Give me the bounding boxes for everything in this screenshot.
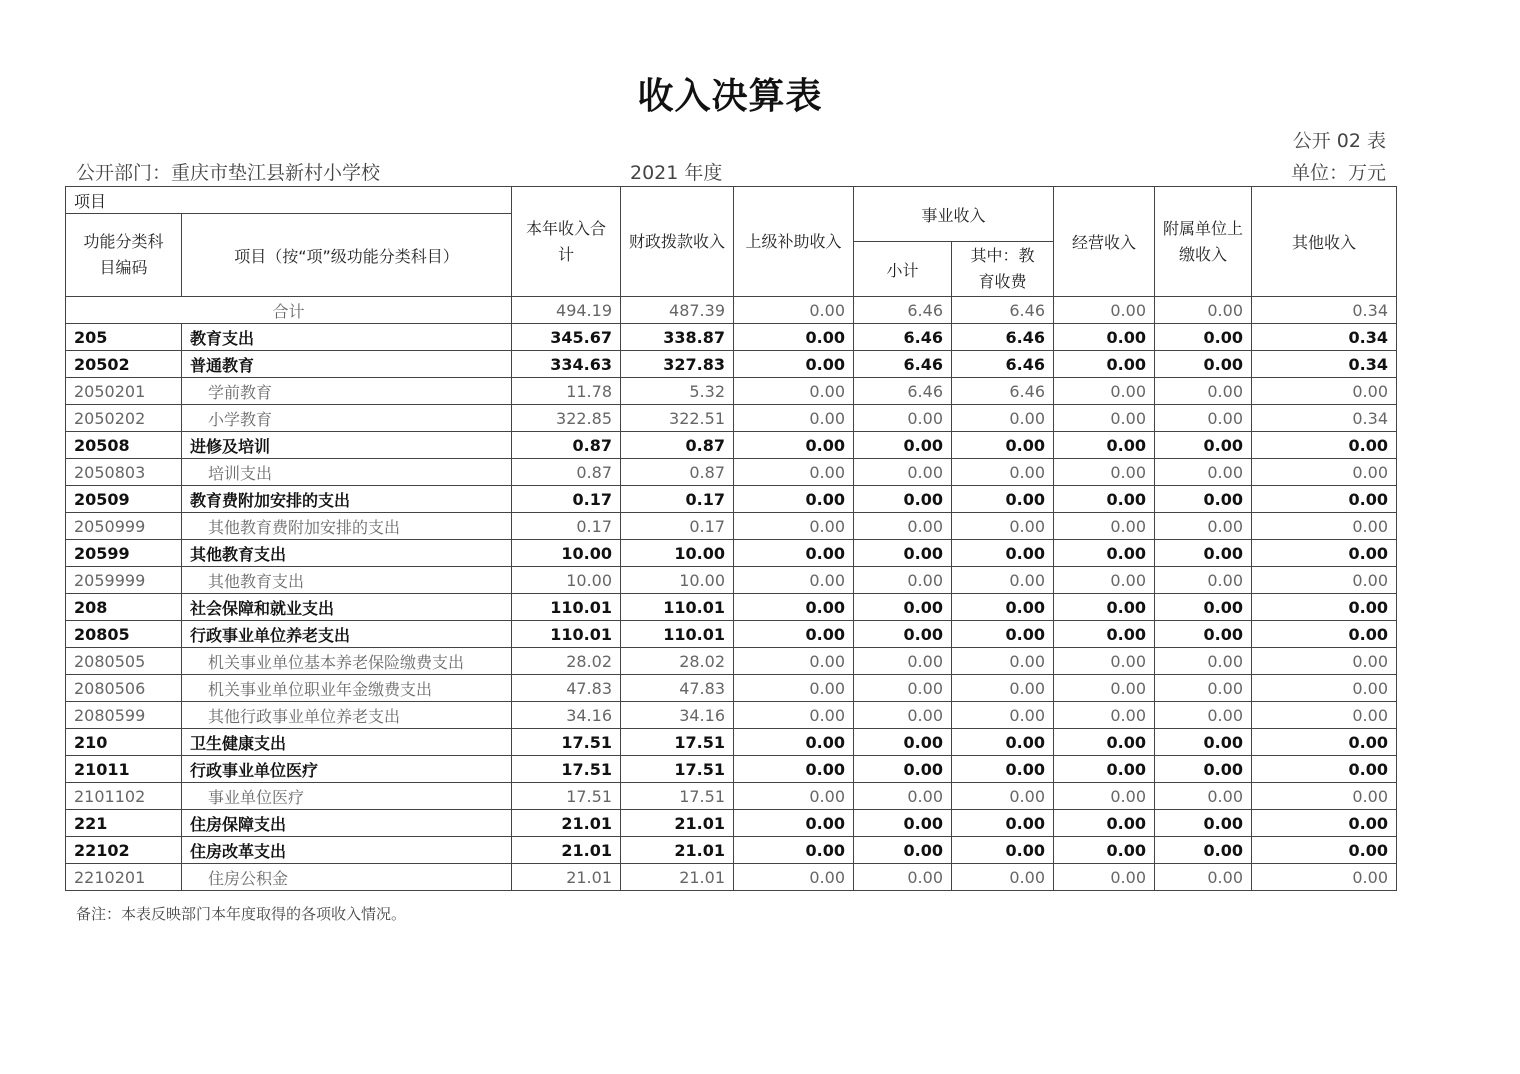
row-code: 221 — [66, 810, 182, 837]
row-value: 17.51 — [512, 783, 621, 810]
row-value: 34.16 — [621, 702, 734, 729]
header-edu-fee: 其中：教育收费 — [952, 242, 1054, 297]
row-value: 0.00 — [734, 810, 854, 837]
row-value: 0.00 — [1252, 567, 1397, 594]
total-value: 0.00 — [1054, 297, 1155, 324]
header-name: 项目（按“项”级功能分类科目） — [182, 214, 512, 297]
row-value: 17.51 — [512, 729, 621, 756]
row-value: 0.00 — [1252, 594, 1397, 621]
row-value: 0.00 — [952, 621, 1054, 648]
row-value: 322.51 — [621, 405, 734, 432]
row-value: 28.02 — [512, 648, 621, 675]
row-code: 2059999 — [66, 567, 182, 594]
table-row — [66, 405, 1397, 432]
row-code: 2101102 — [66, 783, 182, 810]
row-value: 21.01 — [621, 837, 734, 864]
row-value: 0.00 — [734, 729, 854, 756]
row-name: 住房公积金 — [182, 864, 512, 891]
row-value: 0.00 — [734, 513, 854, 540]
header-other: 其他收入 — [1252, 187, 1397, 297]
row-value: 6.46 — [952, 324, 1054, 351]
row-code: 20805 — [66, 621, 182, 648]
row-value: 0.00 — [1252, 432, 1397, 459]
row-value: 0.00 — [734, 405, 854, 432]
row-code: 208 — [66, 594, 182, 621]
row-value: 0.00 — [734, 756, 854, 783]
header-total: 本年收入合计 — [512, 187, 621, 297]
row-value: 0.00 — [1054, 864, 1155, 891]
footnote: 备注：本表反映部门本年度取得的各项收入情况。 — [76, 905, 407, 923]
row-value: 0.00 — [952, 459, 1054, 486]
row-code: 2050803 — [66, 459, 182, 486]
row-value: 0.00 — [854, 621, 952, 648]
row-value: 0.00 — [854, 486, 952, 513]
row-value: 0.00 — [1155, 405, 1252, 432]
row-value: 0.00 — [1155, 729, 1252, 756]
total-value: 6.46 — [952, 297, 1054, 324]
row-value: 110.01 — [512, 594, 621, 621]
row-name: 其他行政事业单位养老支出 — [182, 702, 512, 729]
row-value: 0.00 — [1155, 432, 1252, 459]
table-row — [66, 783, 1397, 810]
table-row — [66, 756, 1397, 783]
row-value: 0.00 — [854, 594, 952, 621]
row-value: 0.00 — [1155, 837, 1252, 864]
table-row — [66, 567, 1397, 594]
row-value: 21.01 — [512, 810, 621, 837]
table-row — [66, 513, 1397, 540]
row-value: 110.01 — [621, 594, 734, 621]
row-value: 0.00 — [952, 729, 1054, 756]
row-code: 22102 — [66, 837, 182, 864]
row-value: 0.00 — [734, 567, 854, 594]
row-value: 345.67 — [512, 324, 621, 351]
row-value: 0.00 — [1155, 783, 1252, 810]
row-name: 事业单位医疗 — [182, 783, 512, 810]
total-value: 0.00 — [1155, 297, 1252, 324]
row-value: 0.00 — [854, 567, 952, 594]
row-value: 0.00 — [1252, 378, 1397, 405]
row-value: 0.00 — [854, 405, 952, 432]
row-value: 0.00 — [1054, 513, 1155, 540]
row-value: 6.46 — [952, 378, 1054, 405]
row-value: 0.00 — [1252, 621, 1397, 648]
row-value: 6.46 — [952, 351, 1054, 378]
row-code: 21011 — [66, 756, 182, 783]
table-row — [66, 486, 1397, 513]
row-value: 0.00 — [952, 594, 1054, 621]
row-value: 0.00 — [1252, 648, 1397, 675]
row-value: 0.00 — [1155, 567, 1252, 594]
row-value: 0.00 — [952, 486, 1054, 513]
row-value: 21.01 — [512, 864, 621, 891]
row-name: 小学教育 — [182, 405, 512, 432]
row-value: 0.00 — [952, 864, 1054, 891]
row-value: 0.00 — [854, 756, 952, 783]
row-name: 其他教育支出 — [182, 540, 512, 567]
row-name: 卫生健康支出 — [182, 729, 512, 756]
row-value: 0.00 — [952, 513, 1054, 540]
row-code: 210 — [66, 729, 182, 756]
row-value: 334.63 — [512, 351, 621, 378]
row-value: 10.00 — [621, 567, 734, 594]
row-name: 机关事业单位基本养老保险缴费支出 — [182, 648, 512, 675]
row-value: 0.00 — [854, 432, 952, 459]
row-value: 0.00 — [854, 810, 952, 837]
row-value: 0.00 — [734, 702, 854, 729]
row-value: 0.00 — [1155, 378, 1252, 405]
row-value: 0.00 — [1155, 459, 1252, 486]
header-operating: 经营收入 — [1054, 187, 1155, 297]
row-value: 0.00 — [734, 432, 854, 459]
row-value: 0.00 — [854, 783, 952, 810]
row-value: 0.00 — [952, 783, 1054, 810]
row-value: 0.00 — [1054, 594, 1155, 621]
row-value: 0.00 — [1252, 513, 1397, 540]
row-value: 34.16 — [512, 702, 621, 729]
row-value: 0.00 — [1252, 810, 1397, 837]
row-value: 0.00 — [734, 540, 854, 567]
row-value: 0.00 — [1252, 459, 1397, 486]
row-value: 0.00 — [1155, 621, 1252, 648]
row-value: 0.00 — [854, 729, 952, 756]
row-name: 普通教育 — [182, 351, 512, 378]
row-value: 0.00 — [1054, 351, 1155, 378]
header-business: 事业收入 — [854, 187, 1054, 242]
header-subtotal: 小计 — [854, 242, 952, 297]
row-value: 0.00 — [952, 837, 1054, 864]
row-value: 0.00 — [952, 810, 1054, 837]
row-code: 20599 — [66, 540, 182, 567]
row-value: 0.34 — [1252, 405, 1397, 432]
row-value: 0.00 — [1155, 486, 1252, 513]
row-value: 327.83 — [621, 351, 734, 378]
row-value: 0.00 — [1252, 702, 1397, 729]
row-value: 0.17 — [512, 513, 621, 540]
row-value: 6.46 — [854, 351, 952, 378]
row-name: 其他教育费附加安排的支出 — [182, 513, 512, 540]
table-row — [66, 540, 1397, 567]
row-value: 17.51 — [621, 783, 734, 810]
row-value: 0.00 — [1155, 324, 1252, 351]
table-row — [66, 432, 1397, 459]
row-value: 0.00 — [1054, 540, 1155, 567]
row-code: 2080599 — [66, 702, 182, 729]
row-value: 0.00 — [1054, 459, 1155, 486]
row-value: 0.00 — [854, 675, 952, 702]
row-code: 20509 — [66, 486, 182, 513]
row-value: 0.00 — [1054, 837, 1155, 864]
row-value: 0.34 — [1252, 351, 1397, 378]
table-row — [66, 378, 1397, 405]
row-value: 0.00 — [1252, 675, 1397, 702]
unit-label: 单位：万元 — [1290, 162, 1386, 184]
header-code: 功能分类科目编码 — [66, 214, 182, 297]
row-value: 0.87 — [512, 432, 621, 459]
row-value: 0.00 — [1054, 567, 1155, 594]
row-value: 10.00 — [621, 540, 734, 567]
row-value: 0.00 — [1155, 594, 1252, 621]
row-name: 学前教育 — [182, 378, 512, 405]
total-value: 0.00 — [734, 297, 854, 324]
row-value: 0.00 — [952, 702, 1054, 729]
row-value: 0.00 — [1252, 783, 1397, 810]
row-name: 机关事业单位职业年金缴费支出 — [182, 675, 512, 702]
row-name: 进修及培训 — [182, 432, 512, 459]
row-value: 0.00 — [952, 567, 1054, 594]
row-code: 205 — [66, 324, 182, 351]
row-value: 0.00 — [952, 432, 1054, 459]
row-value: 0.00 — [1155, 810, 1252, 837]
form-number: 公开 02 表 — [1292, 130, 1386, 152]
row-value: 0.00 — [1155, 513, 1252, 540]
row-value: 10.00 — [512, 540, 621, 567]
row-value: 0.00 — [1252, 756, 1397, 783]
row-value: 110.01 — [512, 621, 621, 648]
total-value: 487.39 — [621, 297, 734, 324]
row-value: 0.00 — [1054, 621, 1155, 648]
table-row — [66, 648, 1397, 675]
row-value: 21.01 — [512, 837, 621, 864]
row-value: 0.00 — [1155, 648, 1252, 675]
table-row — [66, 324, 1397, 351]
row-value: 0.00 — [1054, 783, 1155, 810]
row-value: 0.00 — [1054, 756, 1155, 783]
row-value: 0.00 — [952, 648, 1054, 675]
row-value: 11.78 — [512, 378, 621, 405]
row-value: 0.00 — [734, 378, 854, 405]
total-value: 494.19 — [512, 297, 621, 324]
header-row-1 — [66, 187, 1397, 214]
row-value: 10.00 — [512, 567, 621, 594]
row-value: 338.87 — [621, 324, 734, 351]
row-value: 0.00 — [1054, 702, 1155, 729]
row-value: 0.00 — [854, 864, 952, 891]
row-value: 0.00 — [854, 459, 952, 486]
row-value: 0.00 — [854, 702, 952, 729]
row-value: 0.00 — [734, 783, 854, 810]
row-value: 0.00 — [1252, 540, 1397, 567]
row-value: 0.00 — [1054, 324, 1155, 351]
row-name: 住房改革支出 — [182, 837, 512, 864]
header-superior: 上级补助收入 — [734, 187, 854, 297]
row-code: 2050201 — [66, 378, 182, 405]
table-row — [66, 351, 1397, 378]
table-row — [66, 837, 1397, 864]
row-value: 0.34 — [1252, 324, 1397, 351]
table-row — [66, 594, 1397, 621]
row-name: 行政事业单位养老支出 — [182, 621, 512, 648]
row-value: 0.00 — [734, 486, 854, 513]
row-value: 0.00 — [1054, 486, 1155, 513]
row-value: 0.00 — [734, 324, 854, 351]
table-row — [66, 459, 1397, 486]
row-value: 17.51 — [621, 756, 734, 783]
row-value: 0.00 — [1054, 432, 1155, 459]
row-value: 0.00 — [1155, 756, 1252, 783]
row-value: 0.00 — [1155, 864, 1252, 891]
row-value: 5.32 — [621, 378, 734, 405]
table-row — [66, 810, 1397, 837]
row-value: 0.00 — [1155, 675, 1252, 702]
row-value: 0.00 — [952, 405, 1054, 432]
row-name: 社会保障和就业支出 — [182, 594, 512, 621]
row-name: 行政事业单位医疗 — [182, 756, 512, 783]
row-value: 6.46 — [854, 378, 952, 405]
row-value: 0.00 — [1155, 540, 1252, 567]
row-name: 教育支出 — [182, 324, 512, 351]
row-value: 6.46 — [854, 324, 952, 351]
row-value: 0.00 — [1054, 810, 1155, 837]
row-value: 0.87 — [621, 459, 734, 486]
row-value: 21.01 — [621, 864, 734, 891]
header-fiscal: 财政拨款收入 — [621, 187, 734, 297]
year-label: 2021 年度 — [630, 162, 723, 184]
row-name: 住房保障支出 — [182, 810, 512, 837]
row-code: 2080505 — [66, 648, 182, 675]
header-affiliated: 附属单位上缴收入 — [1155, 187, 1252, 297]
row-name: 教育费附加安排的支出 — [182, 486, 512, 513]
row-value: 110.01 — [621, 621, 734, 648]
total-row — [66, 297, 1397, 324]
income-table — [65, 186, 1397, 891]
row-value: 0.00 — [1252, 486, 1397, 513]
row-code: 2050202 — [66, 405, 182, 432]
row-value: 0.00 — [1252, 864, 1397, 891]
row-value: 0.00 — [734, 351, 854, 378]
row-value: 0.00 — [854, 837, 952, 864]
row-value: 0.00 — [734, 459, 854, 486]
department-label: 公开部门：重庆市垫江县新村小学校 — [76, 162, 381, 184]
row-value: 0.00 — [1252, 729, 1397, 756]
row-code: 2210201 — [66, 864, 182, 891]
row-value: 0.00 — [734, 675, 854, 702]
row-value: 0.00 — [952, 675, 1054, 702]
row-code: 2080506 — [66, 675, 182, 702]
row-value: 0.00 — [1054, 378, 1155, 405]
row-value: 0.00 — [854, 513, 952, 540]
table-row — [66, 675, 1397, 702]
row-value: 17.51 — [621, 729, 734, 756]
row-code: 20508 — [66, 432, 182, 459]
row-value: 0.87 — [512, 459, 621, 486]
row-value: 0.00 — [1054, 675, 1155, 702]
row-value: 28.02 — [621, 648, 734, 675]
row-value: 0.87 — [621, 432, 734, 459]
row-code: 2050999 — [66, 513, 182, 540]
total-value: 6.46 — [854, 297, 952, 324]
row-value: 0.00 — [734, 621, 854, 648]
row-value: 0.00 — [734, 837, 854, 864]
row-value: 0.00 — [1155, 351, 1252, 378]
row-value: 0.00 — [1054, 729, 1155, 756]
table-row — [66, 702, 1397, 729]
row-value: 0.00 — [1054, 405, 1155, 432]
row-value: 0.00 — [1054, 648, 1155, 675]
row-value: 0.00 — [854, 540, 952, 567]
table-row — [66, 864, 1397, 891]
row-value: 47.83 — [621, 675, 734, 702]
row-value: 322.85 — [512, 405, 621, 432]
row-value: 0.00 — [1155, 702, 1252, 729]
row-value: 17.51 — [512, 756, 621, 783]
row-value: 0.00 — [854, 648, 952, 675]
row-value: 0.00 — [1252, 837, 1397, 864]
row-value: 21.01 — [621, 810, 734, 837]
page-title: 收入决算表 — [637, 75, 823, 117]
total-label: 合计 — [66, 297, 512, 324]
row-value: 0.17 — [621, 486, 734, 513]
table-row — [66, 729, 1397, 756]
row-value: 0.00 — [734, 648, 854, 675]
row-name: 培训支出 — [182, 459, 512, 486]
row-code: 20502 — [66, 351, 182, 378]
row-value: 0.00 — [952, 540, 1054, 567]
row-value: 0.00 — [734, 594, 854, 621]
total-value: 0.34 — [1252, 297, 1397, 324]
row-value: 0.00 — [734, 864, 854, 891]
row-value: 0.00 — [952, 756, 1054, 783]
row-value: 0.17 — [621, 513, 734, 540]
row-value: 47.83 — [512, 675, 621, 702]
row-value: 0.17 — [512, 486, 621, 513]
table-row — [66, 621, 1397, 648]
header-project: 项目 — [66, 187, 512, 214]
row-name: 其他教育支出 — [182, 567, 512, 594]
